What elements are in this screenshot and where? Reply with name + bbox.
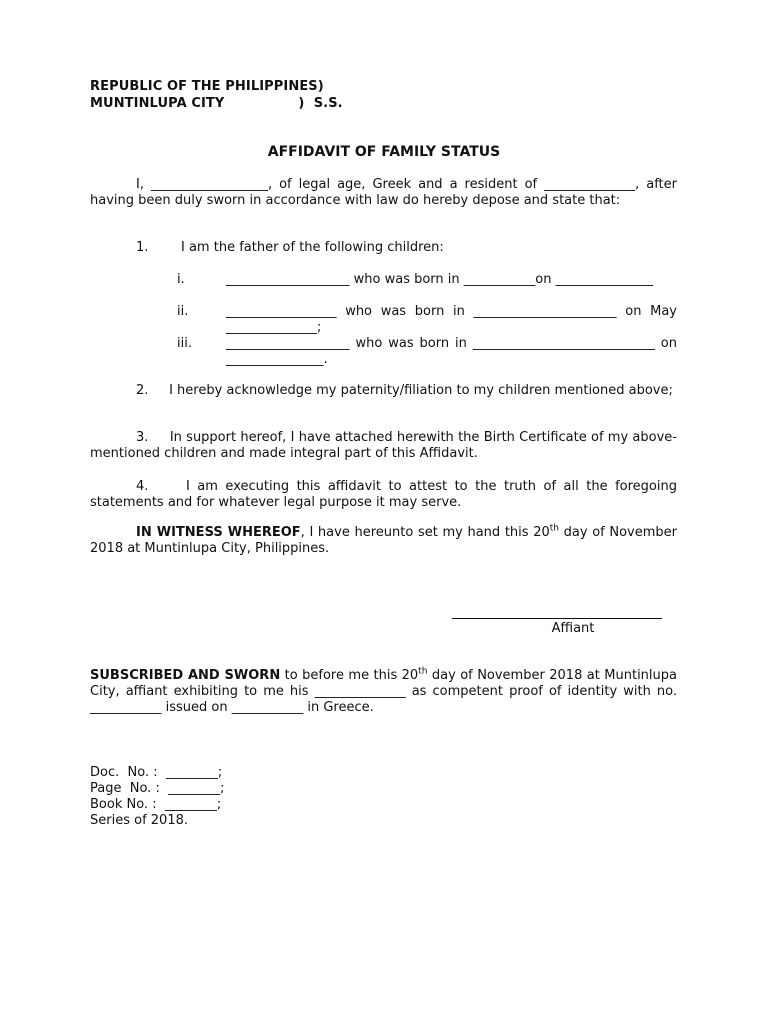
doc-info-block bbox=[90, 765, 224, 829]
item-3-text: In support hereof, I have attached herewith the Birth Certificate of my above-mentioned children and made integral part of this Affidavit. bbox=[90, 430, 677, 461]
item-1 bbox=[136, 240, 677, 256]
doc-number: Doc. No. : ________; bbox=[90, 765, 223, 780]
item-4-text: I am executing this affidavit to attest to the truth of all the foregoing statements and for whatever legal purpose it may serve. bbox=[90, 479, 677, 510]
child-2-text: _________________ who was born in ______________________ on May ______________; bbox=[226, 304, 677, 335]
jurat-paragraph bbox=[90, 668, 677, 716]
witness-text-b: day of November 2018 at Muntinlupa City, Philippines. bbox=[90, 525, 678, 556]
book-number: Book No. : ________; bbox=[90, 797, 222, 812]
item-1-number: 1. bbox=[136, 240, 149, 255]
witness-paragraph bbox=[90, 525, 677, 557]
intro-paragraph: I, __________________, of legal age, Greek and a resident of ______________, after having been duly sworn in accordance with law do hereby depose and state that: bbox=[90, 177, 677, 208]
jurat-text-b: day of November 2018 at Muntinlupa City, affiant exhibiting to me his ______________ as competent proof of identity with no. ___________ issued on ___________ in Greece. bbox=[90, 668, 677, 715]
item-4 bbox=[90, 479, 677, 511]
child-3-numeral: iii. bbox=[177, 336, 192, 351]
child-1-text: ___________________ who was born in ___________on _______________ bbox=[226, 272, 654, 287]
signature-line bbox=[452, 618, 662, 619]
child-2-numeral: ii. bbox=[177, 304, 189, 319]
witness-lead: IN WITNESS WHEREOF bbox=[136, 525, 301, 540]
item-2-text: I hereby acknowledge my paternity/filiation to my children mentioned above; bbox=[169, 383, 673, 398]
caption-city: MUNTINLUPA CITY ) S.S. bbox=[90, 96, 343, 111]
item-2 bbox=[90, 383, 677, 399]
jurat-lead: SUBSCRIBED AND SWORN bbox=[90, 668, 281, 683]
series-year: Series of 2018. bbox=[90, 813, 188, 828]
affiant-label: Affiant bbox=[551, 621, 595, 636]
item-3-number: 3. bbox=[136, 430, 149, 445]
witness-sup: th bbox=[549, 523, 559, 534]
jurat-sup: th bbox=[418, 666, 428, 677]
witness-text-a: , I have hereunto set my hand this 20 bbox=[300, 525, 550, 540]
item-4-number: 4. bbox=[136, 479, 149, 494]
item-2-number: 2. bbox=[136, 383, 149, 398]
child-3-text: ___________________ who was born in ____________________________ on _______________. bbox=[226, 336, 677, 367]
child-1-numeral: i. bbox=[177, 272, 185, 287]
caption-republic: REPUBLIC OF THE PHILIPPINES) bbox=[90, 79, 324, 94]
item-3 bbox=[90, 430, 677, 462]
page-number: Page No. : ________; bbox=[90, 781, 225, 796]
jurat-text-a: to before me this 20 bbox=[280, 668, 419, 683]
document-title: AFFIDAVIT OF FAMILY STATUS bbox=[267, 144, 501, 160]
item-1-text: I am the father of the following children: bbox=[181, 240, 444, 255]
